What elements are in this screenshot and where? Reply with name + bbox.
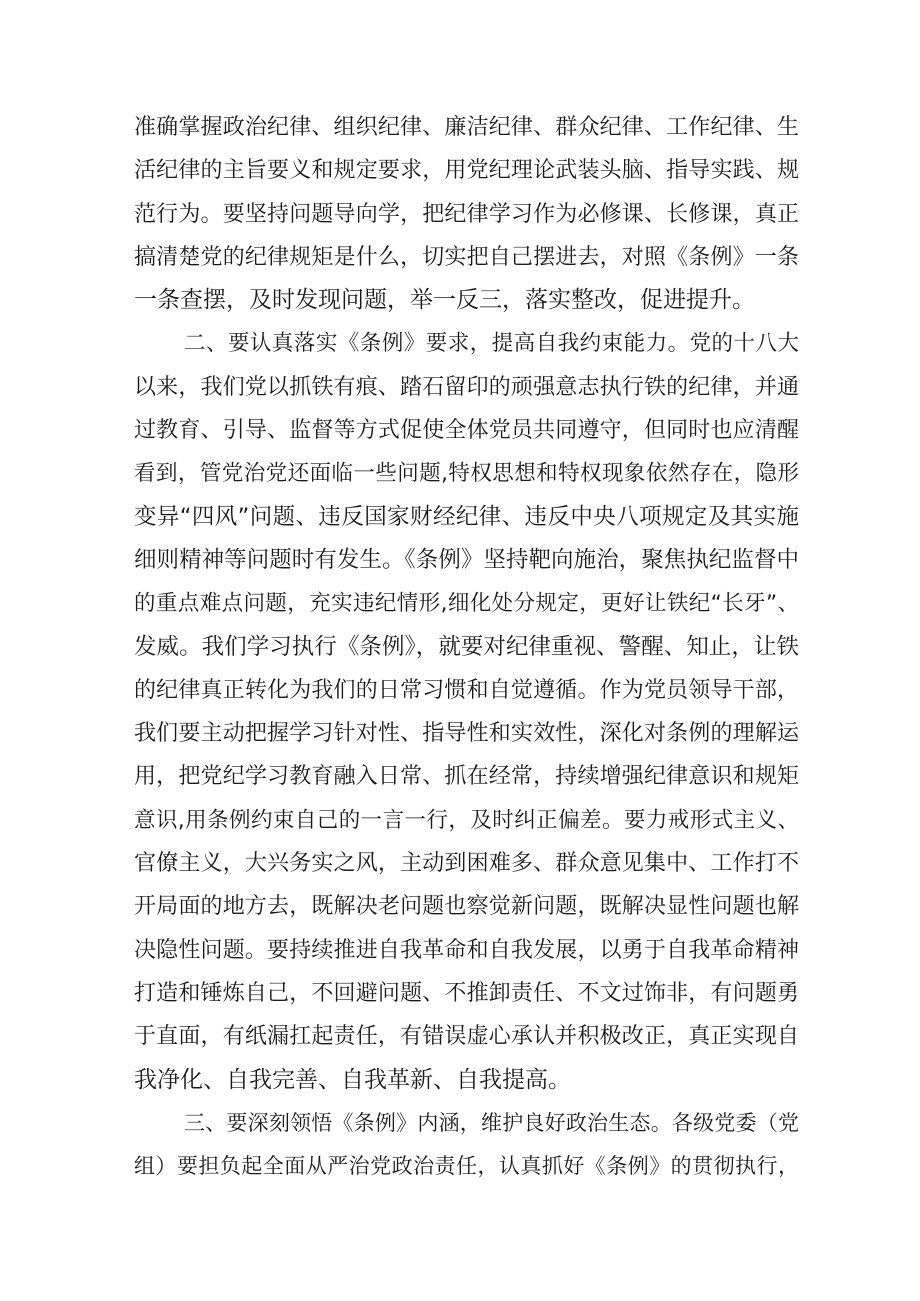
paragraph-3 [134,1102,799,1189]
text-line: 三、要深刻领悟《条例》内涵，维护良好政治生态。各级党委（党 [184,1110,799,1135]
text-line: 以来，我们党以抓铁有痕、踏石留印的顽强意志执行铁的纪律，并通 [134,374,799,400]
text-line: 看到，管党治党还面临一些问题,特权思想和特权现象依然存在，隐形 [134,461,799,487]
text-line: 打造和锤炼自己，不回避问题、不推卸责任、不文过饰非，有问题勇 [134,980,799,1006]
paragraph-2 [134,322,799,1101]
text-line: 一条查摆，及时发现问题，举一反三，落实整改，促进提升。 [134,287,755,314]
text-line: 活纪律的主旨要义和规定要求，用党纪理论武装头脑、指导实践、规 [134,158,799,184]
text-line: 开局面的地方去，既解决老问题也察觉新问题，既解决显性问题也解 [134,894,799,920]
text-line: 组）要担负起全面从严治党政治责任，认真抓好《条例》的贯彻执行， [134,1154,799,1179]
text-line: 搞清楚党的纪律规矩是什么，切实把自己摆进去，对照《条例》一条 [134,244,799,270]
text-line: 二、要认真落实《条例》要求，提高自我约束能力。党的十八大 [184,331,799,357]
text-line: 发威。我们学习执行《条例》，就要对纪律重视、警醒、知止，让铁 [134,633,799,660]
text-line: 的纪律真正转化为我们的日常习惯和自觉遵循。作为党员领导干部， [134,677,799,703]
paragraph-1 [134,106,799,322]
text-line: 决隐性问题。要持续推进自我革命和自我发展，以勇于自我革命精神 [134,937,799,963]
text-line: 官僚主义，大兴务实之风，主动到困难多、群众意见集中、工作打不 [134,851,799,877]
text-line: 意识,用条例约束自己的一言一行，及时纠正偏差。要力戒形式主义、 [134,807,799,833]
text-line: 我们要主动把握学习针对性、指导性和实效性，深化对条例的理解运 [134,721,799,747]
text-line: 用，把党纪学习教育融入日常、抓在经常，持续增强纪律意识和规矩 [134,764,799,790]
text-line: 细则精神等问题时有发生。《条例》坚持靶向施治，聚焦执纪监督中 [134,546,799,573]
document-body [134,106,799,1188]
text-line: 准确掌握政治纪律、组织纪律、廉洁纪律、群众纪律、工作纪律、生 [134,115,799,140]
text-line: 变异“四风”问题、违反国家财经纪律、违反中央八项规定及其实施 [134,503,799,530]
text-line: 范行为。要坚持问题导向学，把纪律学习作为必修课、长修课，真正 [134,201,799,227]
text-line: 于直面，有纸漏扛起责任，有错误虚心承认并积极改正，真正实现自 [134,1024,799,1050]
text-line: 过教育、引导、监督等方式促使全体党员共同遵守，但同时也应清醒 [134,418,799,444]
text-line: 的重点难点问题，充实违纪情形,细化处分规定，更好让铁纪“长牙”、 [134,591,799,617]
text-line: 我净化、自我完善、自我革新、自我提高。 [134,1066,571,1093]
